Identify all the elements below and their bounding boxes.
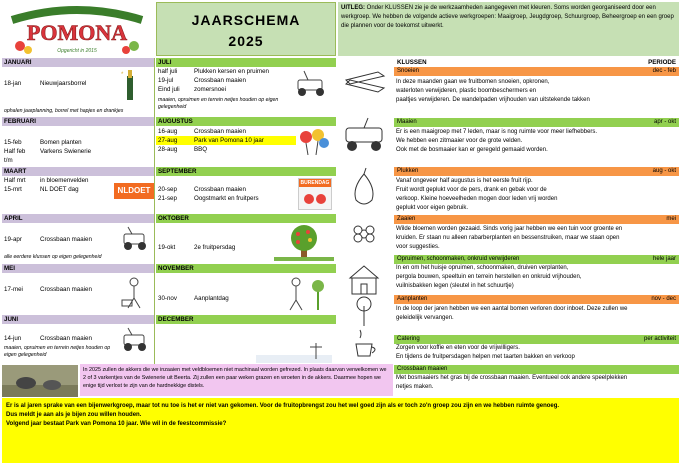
event: zomersnoei — [194, 86, 226, 93]
pigs-photo — [2, 365, 78, 397]
klus-maaien: Maaien apr - okt — [394, 118, 679, 127]
klussen-header — [394, 58, 679, 67]
klus-plukken: Plukken aug - okt — [394, 167, 679, 176]
klus-body: Er is een maaigroep met 7 leden, maar is nog ruimte voor meer liefhebbers. We hebben een zitmaaier voor de grote velden. Ook met de bosmaaier kan er geregeld gemaaid worden. — [396, 129, 598, 153]
klus-body: In en om het huisje opruimen, schoonmaken, druiven verplanten, pergola bouwen, speeltuin en terrein herstellen en onkruid vrijhouden, vuilnisbakken legen (sleutel in het schuurtje) — [396, 265, 582, 289]
svg-text:POMONA: POMONA — [26, 20, 128, 45]
date: 15-feb — [4, 139, 22, 146]
date: 30-nov — [158, 295, 177, 302]
event: Crossbaan maaien — [194, 77, 246, 84]
uitleg-label: UITLEG: — [341, 5, 365, 11]
svg-text:*: * — [121, 72, 124, 78]
page-year: 2025 — [228, 33, 264, 49]
date: 15-mrt — [4, 186, 22, 193]
klussen-images — [338, 58, 393, 363]
event: in bloemenvelden — [40, 177, 89, 184]
month-oktober — [156, 214, 336, 263]
event: Oogstmarkt en fruitpers — [194, 195, 259, 202]
month-februari — [2, 117, 154, 167]
date: Half mrt — [4, 177, 26, 184]
month-header: JUNI — [2, 315, 154, 324]
month-header: AUGUSTUS — [156, 117, 336, 126]
month-augustus — [156, 117, 336, 167]
uitleg-text: Onder KLUSSEN zie je de werkzaamheden aangegeven met kleuren. Soms worden georganiseerd door een werkgroep. We hebben de volgende actieve werkgroepen: Maaigroep, Jeugdgroep, Schuurgroep, Beheergroep en een groep die plannen voor de toekomst uitwerkt. — [341, 5, 674, 29]
month-header: OKTOBER — [156, 214, 336, 223]
uitleg-box — [338, 2, 679, 56]
lawnmower-icon — [292, 70, 332, 98]
month-header: JANUARI — [2, 58, 154, 67]
klus-aanplanten: Aanplanten nov - dec — [394, 295, 679, 304]
date: 16-aug — [158, 128, 178, 135]
winter-icon — [256, 339, 332, 363]
event: Bomen planten — [40, 139, 82, 146]
date: 28-aug — [158, 146, 178, 153]
coffee-cup-icon — [356, 330, 375, 356]
event: Crossbaan maaien — [194, 128, 246, 135]
event: Crossbaan maaien — [40, 236, 92, 243]
klus-body: In de loop der jaren hebben we een aantal bomen verloren door inboet. Deze zullen we geleidelijk vervangen. — [396, 306, 628, 321]
svg-text:PARK VAN: PARK VAN — [61, 10, 93, 16]
pear-icon — [355, 168, 373, 204]
event: NL DOET dag — [40, 186, 79, 193]
klus-crossbaan: Crossbaan maaien — [394, 365, 679, 374]
planting-icon — [282, 274, 332, 312]
sapling-icon — [357, 297, 371, 326]
event: Aanplantdag — [194, 295, 229, 302]
month-note: ophalen jaarplanning, borrel met hapjes en drankjes — [4, 108, 124, 114]
party-icon — [296, 127, 332, 155]
klus-body: Met bosmaaiers het gras bij de crossbaan maaien. Eventueel ook andere speelplekken netjes maken. — [396, 375, 628, 390]
event: 2e fruitpersdag — [194, 244, 236, 251]
date: half juli — [158, 68, 178, 75]
date: 18-jan — [4, 80, 22, 87]
month-juli — [156, 58, 336, 116]
month-header: MEI — [2, 264, 154, 273]
klus-zaaien: Zaaien mei — [394, 215, 679, 224]
date: 19-okt — [158, 244, 176, 251]
month-header: NOVEMBER — [156, 264, 336, 273]
klus-snoeien: Snoeien dec - feb — [394, 67, 679, 76]
month-note: alle eerdere klussen op eigen gelegenheid — [4, 254, 102, 260]
date: 17-mei — [4, 286, 23, 293]
event: BBQ — [194, 146, 208, 153]
title-box — [156, 2, 336, 56]
date: 19-jul — [158, 77, 174, 84]
month-november — [156, 264, 336, 315]
month-header: DECEMBER — [156, 315, 336, 324]
month-note: maaien, opruimen en terrein netjes houden op eigen gelegenheid — [4, 345, 111, 358]
date: 20-sep — [158, 186, 177, 193]
page-title: JAARSCHEMA — [191, 12, 301, 28]
date: 27-aug — [158, 137, 178, 144]
date: Eind juli — [158, 86, 180, 93]
event: Nieuwjaarsborrel — [40, 80, 87, 87]
event: Plukken kersen en pruimen — [194, 68, 269, 75]
date: 14-jun — [4, 335, 22, 342]
date: Half feb — [4, 148, 26, 155]
month-header: APRIL — [2, 214, 154, 223]
nldoet-badge: NLDOET — [114, 183, 154, 199]
pomona-logo — [2, 2, 152, 56]
klus-body: Vanaf ongeveer half augustus is het eerste fruit rijp. Fruit wordt geplukt voor de pers, drank en gebak voor de verkoop. Kleine hoeveelheden mogen door leden vrij worden geplukt voor eigen gebruik. — [396, 178, 558, 211]
date: 21-sep — [158, 195, 177, 202]
month-mei — [2, 264, 154, 315]
event: Crossbaan maaien — [194, 186, 246, 193]
pruning-shears-icon — [346, 72, 384, 92]
date: t/m — [4, 157, 13, 164]
footer-line: Volgend jaar bestaat Park van Pomona 10 jaar. Wie wil in de feestcommissie? — [6, 421, 227, 427]
footer-notice — [2, 398, 679, 463]
event: Crossbaan maaien — [40, 286, 92, 293]
date: 19-apr — [4, 236, 22, 243]
klus-opruimen: Opruimen, schoonmaken, onkruid verwijderen hele jaar — [394, 255, 679, 264]
month-header: SEPTEMBER — [156, 167, 336, 176]
klus-body: Zorgen voor koffie en eten voor de vrijwilligers. En tijdens de fruitpersdagen helpen met taarten bakken en verkoop — [396, 345, 575, 360]
varkens-notice: In 2025 zullen de akkers die we inzaaien met veldbloemen niet machinaal worden gefrezed. In plaats daarvan verwelkomen we 2 of 3 varkentjes van de Swienerie uit Beerta. Zij zullen een paar weken grazen en wroeten in de akkers. Daarmee hopen we enige tijd verlost te zijn van de hardnekkige distels. — [80, 364, 393, 396]
footer-line: Dus meldt je aan als je bijen zou willen houden. — [6, 412, 142, 418]
month-januari — [2, 58, 154, 116]
month-header: MAART — [2, 167, 154, 176]
periode-title: PERIODE — [648, 59, 676, 66]
column-divider — [154, 58, 155, 365]
apple-tree-icon — [274, 224, 334, 261]
month-header: JULI — [156, 58, 336, 67]
ride-on-mower-icon — [346, 118, 382, 151]
burendag-badge: BURENDAG — [298, 178, 332, 210]
klus-body: Wilde bloemen worden gezaaid. Sinds vorig jaar hebben we een tuin voor groente en kruiden. Er staan nu alleen rabarberplanten en bessenstruiken, maar we staan open voor suggesties. — [396, 226, 623, 250]
month-december — [156, 315, 336, 365]
house-icon — [350, 266, 378, 294]
klus-body: In deze maanden gaan we fruitbomen snoeien, opkronen, waterloten verwijderen, plastic boombeschermers en paaltjes verwijderen. De wandelpaden vrijhouden van uitstekende takken — [396, 79, 590, 103]
lawnmower-icon — [118, 226, 152, 252]
klussen-title: KLUSSEN — [397, 59, 427, 66]
event: Varkens Swienerie — [40, 148, 92, 155]
month-september — [156, 167, 336, 213]
klus-catering: Catering per activiteit — [394, 335, 679, 344]
event: Crossbaan maaien — [40, 335, 92, 342]
svg-text:Opgericht in 2015: Opgericht in 2015 — [57, 48, 97, 54]
event: Park van Pomona 10 jaar — [194, 137, 264, 144]
champagne-icon — [120, 68, 140, 104]
month-maart — [2, 167, 154, 213]
flower-icon — [354, 226, 374, 242]
month-april — [2, 214, 154, 263]
mower-person-icon — [120, 276, 148, 310]
month-header: FEBRUARI — [2, 117, 154, 126]
month-note: maaien, opruimen en terrein netjes houden op eigen gelegenheid — [158, 97, 279, 110]
month-juni — [2, 315, 154, 365]
footer-line: Er is al jaren sprake van een bijenwerkgroep, maar tot nu toe is het er niet van gekomen. Voor de fruitopbrengst zou het wel goed zijn als er toch zo'n groep zou zijn en we hebben ruimte genoeg. — [6, 403, 560, 409]
